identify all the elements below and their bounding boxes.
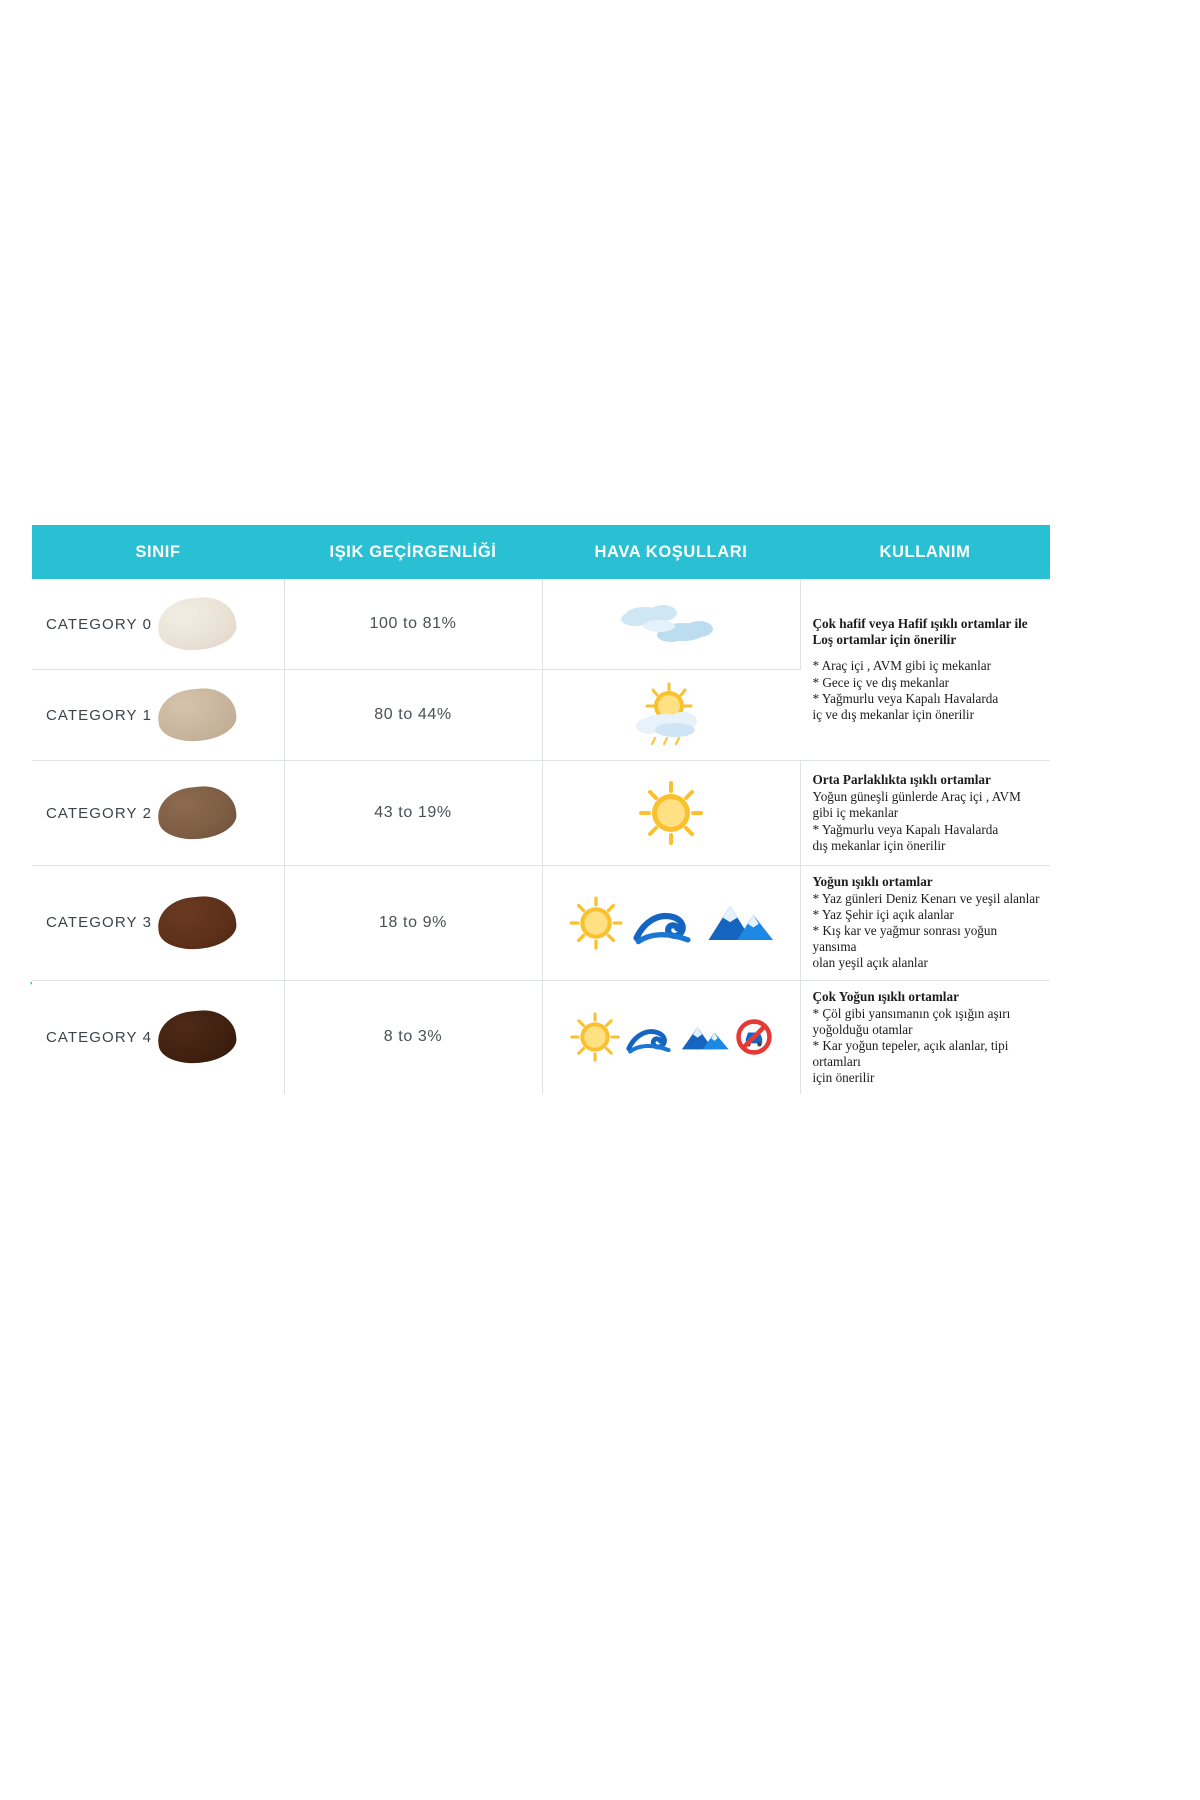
usage-line: iç ve dış mekanlar için önerilir <box>812 706 974 722</box>
weather-cell <box>542 980 800 1094</box>
wave-icon <box>626 1016 674 1058</box>
usage-line: olan yeşil açık alanlar <box>812 955 928 971</box>
sun-icon <box>636 778 706 848</box>
class-label: CATEGORY 2 <box>46 804 153 822</box>
class-label: CATEGORY 1 <box>46 706 153 724</box>
usage-line: * Kar yoğun tepeler, açık alanlar, tipi ortamları <box>812 1037 1009 1069</box>
transmission-cell: 18 to 9% <box>284 866 542 981</box>
lens-swatch-icon <box>156 594 239 654</box>
class-label: CATEGORY 3 <box>46 914 153 932</box>
weather-cell <box>542 761 800 866</box>
transmission-cell: 80 to 44% <box>284 670 542 761</box>
usage-line: * Yaz Şehir içi açık alanlar <box>812 907 954 923</box>
usage-line: dış mekanlar için önerilir <box>812 837 946 853</box>
mountain-icon <box>678 1018 730 1056</box>
usage-line: * Yaz günleri Deniz Kenarı ve yeşil alanlar <box>812 891 1040 907</box>
column-header-transmission: IŞIK GEÇİRGENLİĞİ <box>284 525 542 579</box>
table-row <box>32 761 1050 866</box>
mountain-icon <box>703 897 775 949</box>
sun-behind-cloud-icon <box>611 680 731 750</box>
table-row <box>32 579 1050 670</box>
wave-icon <box>633 897 695 949</box>
weather-cell <box>542 579 800 670</box>
usage-line: gibi iç mekanlar <box>812 805 899 821</box>
usage-line: * Çöl gibi yansımanın çok ışığın aşırı <box>812 1005 1011 1021</box>
transmission-cell: 100 to 81% <box>284 579 542 670</box>
class-cell <box>32 980 284 1094</box>
cloud-icon <box>611 596 731 652</box>
lens-swatch-icon <box>156 1007 239 1067</box>
column-header-usage: KULLANIM <box>800 525 1050 579</box>
no-driving-icon <box>734 1017 774 1057</box>
usage-line: * Kış kar ve yağmur sonrası yoğun yansıma <box>812 923 998 955</box>
class-cell <box>32 866 284 981</box>
usage-line: * Yağmurlu veya Kapalı Havalarda <box>812 690 999 706</box>
weather-cell <box>542 670 800 761</box>
table-wrapper <box>22 515 1172 1086</box>
usage-line: yoğolduğu otamlar <box>812 1021 913 1037</box>
usage-cell <box>800 579 1050 761</box>
lens-swatch-icon <box>156 685 239 745</box>
sun-icon <box>567 892 625 954</box>
usage-line: Yoğun güneşli günlerde Araç içi , AVM <box>812 789 1021 805</box>
spec-card <box>12 495 1188 1086</box>
table-header-row <box>32 525 1050 579</box>
class-label: CATEGORY 4 <box>46 1028 153 1046</box>
lens-swatch-icon <box>156 783 239 843</box>
usage-cell <box>800 980 1050 1094</box>
table-row <box>32 866 1050 981</box>
transmission-cell: 8 to 3% <box>284 980 542 1094</box>
usage-line: * Yağmurlu veya Kapalı Havalarda <box>812 821 999 837</box>
usage-heading: Yoğun ışıklı ortamlar <box>812 874 933 889</box>
usage-heading: Çok hafif veya Hafif ışıklı ortamlar ile Loş ortamlar için önerilir <box>812 616 1028 648</box>
usage-line: * Gece iç ve dış mekanlar <box>812 674 950 690</box>
class-label: CATEGORY 0 <box>46 615 153 633</box>
usage-line: * Araç içi , AVM gibi iç mekanlar <box>812 658 991 674</box>
usage-line: için önerilir <box>812 1070 875 1086</box>
class-cell <box>32 670 284 761</box>
usage-cell <box>800 866 1050 981</box>
weather-cell <box>542 866 800 981</box>
column-header-class: SINIF <box>32 525 284 579</box>
usage-heading: Çok Yoğun ışıklı ortamlar <box>812 988 959 1004</box>
lens-category-table <box>32 525 1050 1094</box>
class-cell <box>32 579 284 670</box>
table-row <box>32 980 1050 1094</box>
sun-icon <box>568 1008 622 1066</box>
lens-swatch-icon <box>156 893 239 953</box>
column-header-weather: HAVA KOŞULLARI <box>542 525 800 579</box>
usage-cell <box>800 761 1050 866</box>
transmission-cell: 43 to 19% <box>284 761 542 866</box>
class-cell <box>32 761 284 866</box>
usage-heading: Orta Parlaklıkta ışıklı ortamlar <box>812 772 991 788</box>
